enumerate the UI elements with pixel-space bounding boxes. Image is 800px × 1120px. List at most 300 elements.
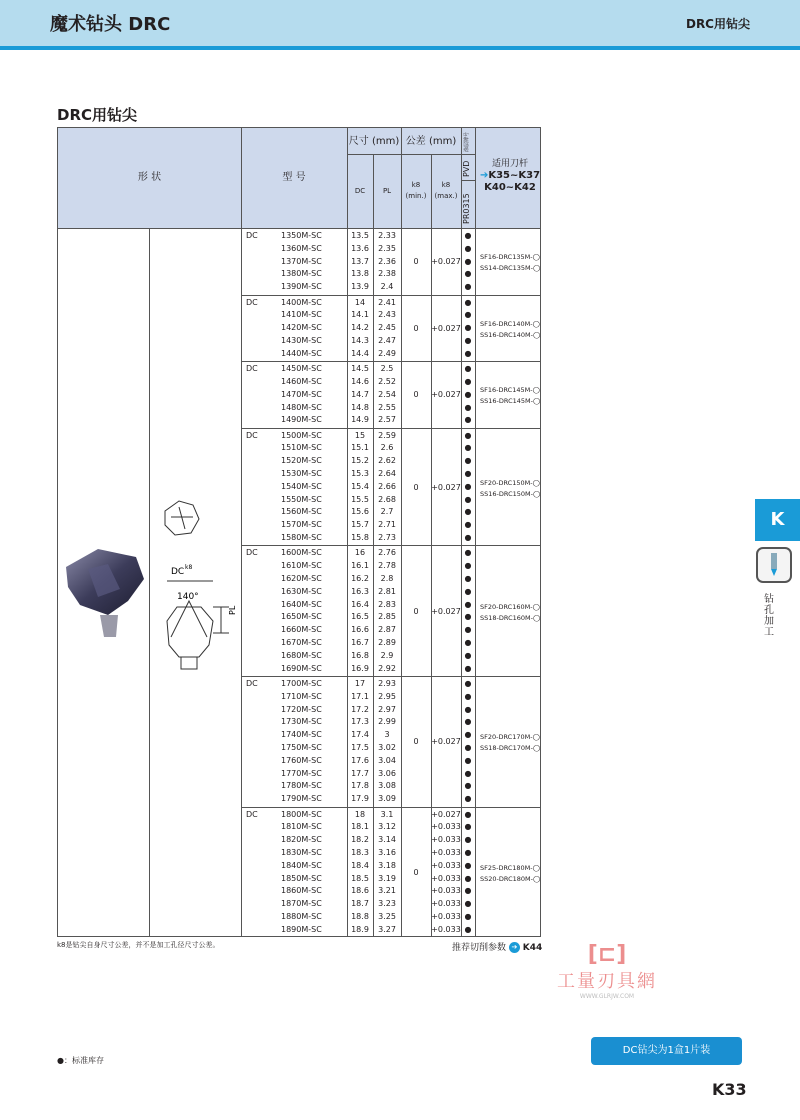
- watermark-url: WWW.GLRJW.COM: [579, 993, 635, 1000]
- tol-max-value: +0.033: [431, 847, 461, 857]
- pl-value: 3: [384, 730, 390, 740]
- stock-dot: ●: [464, 282, 472, 292]
- col-k8max-header: k8: [441, 181, 451, 189]
- pl-value: 2.83: [378, 599, 396, 609]
- footnote: k8是钻尖自身尺寸公差，并不是加工孔径尺寸公差。: [57, 941, 220, 949]
- model-number: 1490M-SC: [281, 415, 322, 425]
- tol-max-value: +0.033: [431, 899, 461, 909]
- stock-dot: ●: [464, 873, 472, 883]
- pl-value: 2.7: [380, 507, 394, 517]
- col-model-header: 型 号: [282, 172, 306, 183]
- col-shape-header: 形 状: [137, 172, 162, 183]
- drill-icon: [756, 547, 792, 583]
- tol-max-value: +0.033: [431, 886, 461, 896]
- pl-value: 3.08: [378, 781, 396, 791]
- row-group: [241, 296, 541, 363]
- pl-value: 2.33: [378, 231, 396, 240]
- diagram-pl-label: PL: [228, 605, 237, 615]
- stock-dot: ●: [464, 599, 472, 609]
- holder-ref-link[interactable]: [478, 170, 541, 182]
- dc-value: 18: [354, 809, 366, 819]
- dc-value: 15.3: [351, 469, 369, 479]
- tol-max-value: +0.027: [431, 482, 461, 492]
- stock-dot: ●: [464, 507, 472, 517]
- pl-value: 3.21: [378, 886, 396, 896]
- model-number: 1880M-SC: [281, 911, 322, 921]
- holder-model: SS18-DRC160M-◯: [480, 613, 541, 622]
- holder-title: 适用刀杆: [491, 159, 528, 169]
- model-number: 1520M-SC: [281, 456, 322, 466]
- tol-min-value: 0: [413, 867, 419, 877]
- pl-value: 2.64: [378, 469, 396, 479]
- model-number: 1510M-SC: [281, 443, 322, 453]
- pl-value: 2.49: [378, 348, 396, 358]
- watermark-name: 工量刃具網: [557, 971, 657, 992]
- model-number: 1620M-SC: [281, 574, 322, 584]
- stock-dot: ●: [464, 638, 472, 648]
- dc-value: 18.3: [351, 847, 369, 857]
- dc-label: DC: [246, 679, 258, 688]
- section-indicator: DRC用钻尖: [685, 17, 750, 31]
- stock-dot: ●: [464, 402, 472, 412]
- model-number: 1390M-SC: [281, 282, 322, 292]
- tol-min-value: 0: [413, 606, 419, 616]
- pl-value: 2.38: [378, 269, 396, 279]
- row-group: [241, 229, 541, 296]
- dc-value: 13.8: [351, 269, 369, 279]
- stock-dot: ●: [464, 911, 472, 921]
- dc-value: 18.9: [351, 924, 369, 934]
- pack-note-button[interactable]: DC钻尖为1盒1片装: [591, 1037, 742, 1065]
- dc-value: 15.1: [351, 443, 369, 453]
- pl-value: 3.02: [378, 743, 396, 752]
- dc-value: 17.5: [351, 743, 369, 752]
- legend: ●：标准库存: [57, 1056, 104, 1065]
- table-header: [58, 128, 541, 229]
- dc-label: DC: [246, 548, 258, 558]
- pl-value: 2.55: [378, 402, 396, 412]
- ref-text: 推荐切削参数: [452, 943, 507, 953]
- stock-dot: ●: [464, 494, 472, 504]
- stock-dot: ●: [464, 310, 472, 320]
- model-number: 1550M-SC: [281, 494, 322, 504]
- tol-max-value: +0.033: [431, 835, 461, 845]
- pl-value: 3.09: [378, 794, 396, 804]
- dc-value: 15.6: [351, 507, 369, 517]
- tol-max-value: +0.033: [431, 911, 461, 921]
- dc-value: 18.6: [351, 886, 369, 896]
- drill-tip-photo: [58, 229, 149, 937]
- stock-dot: ●: [464, 835, 472, 845]
- stock-dot: ●: [464, 561, 472, 571]
- stock-dot: ●: [464, 364, 472, 374]
- dc-value: 14.9: [351, 415, 369, 425]
- model-number: 1610M-SC: [281, 561, 322, 571]
- model-number: 1720M-SC: [281, 704, 322, 714]
- dc-value: 17.2: [351, 704, 369, 714]
- model-number: 1500M-SC: [281, 430, 322, 440]
- stock-dot: ●: [464, 650, 472, 660]
- holder-ref2: K40~K42: [484, 182, 536, 193]
- pl-value: 3.12: [378, 822, 396, 832]
- holder-model: SF16-DRC135M-◯: [480, 253, 540, 262]
- dc-value: 14.6: [351, 376, 369, 386]
- dc-value: 18.2: [351, 835, 369, 845]
- pl-value: 2.76: [378, 548, 396, 558]
- dc-label: DC: [246, 297, 258, 307]
- stock-dot: ●: [464, 243, 472, 253]
- holder-model: SF25-DRC180M-◯: [480, 863, 540, 872]
- tol-max-value: +0.027: [431, 257, 461, 267]
- row-group: [241, 362, 541, 429]
- model-number: 1430M-SC: [281, 335, 322, 345]
- pl-value: 2.66: [378, 481, 396, 491]
- stock-dot: ●: [464, 415, 472, 425]
- model-number: 1890M-SC: [281, 924, 322, 934]
- stock-dot: ●: [464, 269, 472, 279]
- dc-value: 17.4: [351, 730, 369, 740]
- model-number: 1840M-SC: [281, 860, 322, 870]
- diagram-angle: 140°: [177, 592, 199, 602]
- model-number: 1400M-SC: [281, 297, 322, 307]
- model-number: 1640M-SC: [281, 599, 322, 609]
- pl-value: 2.97: [378, 704, 396, 714]
- dc-value: 18.8: [351, 911, 369, 921]
- holder-model: SS16-DRC140M-◯: [480, 330, 541, 339]
- stock-dot: ●: [464, 297, 472, 307]
- tol-max-value: +0.027: [431, 390, 461, 400]
- dc-value: 14: [354, 297, 366, 307]
- tol-max-value: +0.033: [431, 873, 461, 883]
- model-number: 1370M-SC: [281, 256, 322, 266]
- model-number: 1730M-SC: [281, 717, 322, 727]
- stock-dot: ●: [464, 809, 472, 819]
- col-pvd-header: PVD: [462, 160, 471, 177]
- tol-max-value: +0.033: [431, 860, 461, 870]
- pl-value: 2.85: [378, 612, 396, 622]
- dc-label: DC: [246, 809, 258, 819]
- dc-value: 15.8: [351, 533, 369, 543]
- row-group: [241, 429, 541, 547]
- tol-min-value: 0: [413, 390, 419, 400]
- pl-value: 2.99: [378, 717, 396, 727]
- stock-dot: ●: [464, 794, 472, 804]
- col-k8max-sub: (max.): [434, 192, 458, 200]
- stock-dot: ●: [464, 924, 472, 934]
- dc-value: 18.4: [351, 860, 369, 870]
- dc-value: 14.1: [351, 310, 369, 320]
- dc-value: 15.2: [351, 456, 369, 466]
- holder-model: SS14-DRC135M-◯: [480, 264, 541, 273]
- pl-value: 3.23: [378, 899, 396, 909]
- model-number: 1700M-SC: [281, 679, 322, 688]
- model-number: 1780M-SC: [281, 781, 322, 791]
- holder-model: SS16-DRC150M-◯: [480, 489, 541, 498]
- stock-dot: ●: [464, 755, 472, 765]
- diagram-dc-label: DC: [171, 567, 185, 577]
- stock-dot: ●: [464, 481, 472, 491]
- stock-dot: ●: [464, 533, 472, 543]
- model-number: 1580M-SC: [281, 533, 322, 543]
- stock-dot: ●: [464, 586, 472, 596]
- dc-value: 17.1: [351, 691, 369, 701]
- stock-dot: ●: [464, 430, 472, 440]
- row-group: [241, 546, 541, 677]
- holder-model: SS18-DRC170M-◯: [480, 744, 541, 753]
- tol-min-value: 0: [413, 737, 419, 747]
- model-number: 1760M-SC: [281, 755, 322, 765]
- pl-value: 3.1: [380, 809, 394, 819]
- arrow-right-icon: ➔: [479, 170, 489, 181]
- stock-dot: ●: [464, 256, 472, 266]
- dc-value: 16.5: [351, 612, 369, 622]
- holder-model: SF16-DRC140M-◯: [480, 319, 540, 328]
- model-number: 1470M-SC: [281, 389, 322, 399]
- tol-min-value: 0: [413, 323, 419, 333]
- model-number: 1690M-SC: [281, 663, 322, 673]
- page-title: 魔术钻头 DRC: [50, 14, 171, 35]
- row-group: [241, 808, 541, 937]
- model-number: 1560M-SC: [281, 507, 322, 517]
- stock-dot: ●: [464, 781, 472, 791]
- dc-value: 13.5: [351, 231, 369, 240]
- model-number: 1360M-SC: [281, 243, 322, 253]
- dc-value: 14.4: [351, 348, 369, 358]
- col-size-header: 尺寸 (mm): [348, 136, 400, 147]
- stock-dot: ●: [464, 717, 472, 727]
- model-number: 1810M-SC: [281, 822, 322, 832]
- col-holder-header: [478, 158, 541, 194]
- stock-dot: ●: [464, 625, 472, 635]
- tol-max-value: +0.027: [431, 809, 461, 819]
- holder-model: SS20-DRC180M-◯: [480, 874, 541, 883]
- stock-dot: ●: [464, 886, 472, 896]
- stock-dot: ●: [464, 679, 472, 688]
- dc-value: 14.2: [351, 323, 369, 333]
- dc-value: 16.3: [351, 586, 369, 596]
- section-title: DRC用钻尖: [57, 106, 138, 124]
- pl-value: 2.8: [380, 574, 394, 584]
- pl-value: 2.59: [378, 430, 396, 440]
- product-table: [57, 127, 541, 937]
- model-number: 1710M-SC: [281, 691, 322, 701]
- dc-value: 17.9: [351, 794, 369, 804]
- model-number: 1750M-SC: [281, 743, 322, 752]
- cutting-params-link[interactable]: [452, 940, 542, 953]
- side-label: 钻孔加工: [764, 594, 774, 638]
- model-number: 1480M-SC: [281, 402, 322, 412]
- dc-value: 16.8: [351, 650, 369, 660]
- page-number: K33: [712, 1080, 747, 1099]
- pl-value: 2.95: [378, 691, 396, 701]
- stock-dot: ●: [464, 520, 472, 530]
- stock-dot: ●: [464, 612, 472, 622]
- stock-dot: ●: [464, 743, 472, 752]
- model-number: 1420M-SC: [281, 323, 322, 333]
- dc-value: 16.6: [351, 625, 369, 635]
- stock-dot: ●: [464, 548, 472, 558]
- pl-value: 3.27: [378, 924, 396, 934]
- model-number: 1800M-SC: [281, 809, 322, 819]
- pl-value: 2.93: [378, 679, 396, 688]
- model-number: 1530M-SC: [281, 469, 322, 479]
- model-number: 1740M-SC: [281, 730, 322, 740]
- model-number: 1440M-SC: [281, 348, 322, 358]
- stock-dot: ●: [464, 443, 472, 453]
- model-number: 1870M-SC: [281, 899, 322, 909]
- holder-model: SF16-DRC145M-◯: [480, 386, 540, 395]
- stock-dot: ●: [464, 231, 472, 240]
- dc-value: 13.9: [351, 282, 369, 292]
- dc-value: 18.5: [351, 873, 369, 883]
- col-grade-header: PR0315: [462, 193, 471, 224]
- page-header: [0, 0, 800, 46]
- dc-value: 16.4: [351, 599, 369, 609]
- pl-value: 3.16: [378, 847, 396, 857]
- dc-label: DC: [246, 231, 258, 240]
- stock-dot: ●: [464, 860, 472, 870]
- stock-dot: ●: [464, 376, 472, 386]
- model-number: 1650M-SC: [281, 612, 322, 622]
- stock-dot: ●: [464, 335, 472, 345]
- dc-value: 14.3: [351, 335, 369, 345]
- pl-value: 2.78: [378, 561, 396, 571]
- model-number: 1770M-SC: [281, 768, 322, 778]
- tol-max-value: +0.027: [431, 606, 461, 616]
- tol-max-value: +0.033: [431, 924, 461, 934]
- dc-value: 17: [354, 679, 366, 688]
- arrow-right-icon: ➔: [509, 942, 520, 953]
- model-number: 1850M-SC: [281, 873, 322, 883]
- pl-value: 2.89: [378, 638, 396, 648]
- model-number: 1350M-SC: [281, 231, 322, 240]
- dc-value: 17.6: [351, 755, 369, 765]
- pl-value: 3.18: [378, 860, 396, 870]
- dc-value: 14.5: [351, 364, 369, 374]
- model-number: 1540M-SC: [281, 481, 322, 491]
- stock-dot: ●: [464, 768, 472, 778]
- col-dc-header: DC: [354, 187, 366, 195]
- dc-value: 18.1: [351, 822, 369, 832]
- pl-value: 2.9: [380, 650, 394, 660]
- pl-value: 3.25: [378, 911, 396, 921]
- model-number: 1630M-SC: [281, 586, 322, 596]
- watermark-logo-icon: [⊏]: [587, 942, 627, 967]
- pl-value: 2.4: [380, 282, 394, 292]
- stock-dot: ●: [464, 847, 472, 857]
- holder-ref1: K35~K37: [488, 170, 541, 181]
- stock-dot: ●: [464, 469, 472, 479]
- stock-dot: ●: [464, 822, 472, 832]
- model-number: 1680M-SC: [281, 650, 322, 660]
- holder-model: SF20-DRC170M-◯: [480, 733, 540, 742]
- holder-model: SF20-DRC150M-◯: [480, 478, 540, 487]
- dc-value: 16.2: [351, 574, 369, 584]
- pl-value: 2.5: [380, 364, 394, 374]
- dc-value: 18.7: [351, 899, 369, 909]
- dc-value: 14.7: [351, 389, 369, 399]
- model-number: 1790M-SC: [281, 794, 322, 804]
- dc-label: DC: [246, 364, 258, 374]
- col-tol-header: 公差 (mm): [405, 136, 457, 147]
- pl-value: 2.62: [378, 456, 396, 466]
- pl-value: 2.43: [378, 310, 396, 320]
- pl-value: 2.92: [378, 663, 396, 673]
- dc-value: 15.4: [351, 481, 369, 491]
- stock-dot: ●: [464, 323, 472, 333]
- side-tab-k[interactable]: K: [755, 499, 800, 541]
- dc-value: 13.7: [351, 256, 369, 266]
- stock-dot: ●: [464, 899, 472, 909]
- pl-value: 3.04: [378, 755, 396, 765]
- dc-value: 14.8: [351, 402, 369, 412]
- model-number: 1460M-SC: [281, 376, 322, 386]
- dc-value: 15.5: [351, 494, 369, 504]
- pl-value: 2.6: [380, 443, 394, 453]
- pl-value: 3.14: [378, 835, 396, 845]
- pl-value: 2.35: [378, 243, 396, 253]
- drill-tip-diagram: [149, 229, 241, 937]
- model-number: 1830M-SC: [281, 847, 322, 857]
- holder-model: SS16-DRC145M-◯: [480, 397, 541, 406]
- dc-value: 15.7: [351, 520, 369, 530]
- stock-dot: ●: [464, 456, 472, 466]
- tol-max-value: +0.027: [431, 737, 461, 747]
- model-number: 1660M-SC: [281, 625, 322, 635]
- shape-area: [58, 229, 241, 937]
- diagram-dc-sup: k8: [185, 564, 193, 571]
- model-number: 1600M-SC: [281, 548, 322, 558]
- pl-value: 2.87: [378, 625, 396, 635]
- holder-model: SF20-DRC160M-◯: [480, 602, 540, 611]
- stock-dot: ●: [464, 663, 472, 673]
- header-divider: [0, 46, 800, 50]
- dc-value: 17.3: [351, 717, 369, 727]
- dc-value: 16.1: [351, 561, 369, 571]
- pl-value: 2.68: [378, 494, 396, 504]
- pl-value: 2.81: [378, 586, 396, 596]
- dc-label: DC: [246, 430, 258, 440]
- tol-max-value: +0.027: [431, 323, 461, 333]
- watermark: [537, 942, 677, 1014]
- dc-value: 17.8: [351, 781, 369, 791]
- pl-value: 2.52: [378, 376, 396, 386]
- pl-value: 2.57: [378, 415, 396, 425]
- model-number: 1670M-SC: [281, 638, 322, 648]
- pl-value: 2.41: [378, 297, 396, 307]
- model-number: 1860M-SC: [281, 886, 322, 896]
- model-number: 1410M-SC: [281, 310, 322, 320]
- dc-value: 16.9: [351, 663, 369, 673]
- ref-page: K44: [522, 943, 543, 953]
- pl-value: 2.54: [378, 389, 396, 399]
- dc-value: 16.7: [351, 638, 369, 648]
- pl-value: 2.73: [378, 533, 396, 543]
- model-number: 1450M-SC: [281, 364, 322, 374]
- col-coating-header: 涂层牌号: [464, 131, 470, 152]
- dc-value: 15: [354, 430, 366, 440]
- pl-value: 2.71: [378, 520, 396, 530]
- pl-value: 2.45: [378, 323, 396, 333]
- stock-dot: ●: [464, 730, 472, 740]
- pl-value: 2.47: [378, 335, 396, 345]
- col-k8min-header: k8: [411, 181, 421, 189]
- tol-min-value: 0: [413, 482, 419, 492]
- dc-value: 16: [354, 548, 366, 558]
- stock-dot: ●: [464, 348, 472, 358]
- stock-dot: ●: [464, 389, 472, 399]
- model-number: 1380M-SC: [281, 269, 322, 279]
